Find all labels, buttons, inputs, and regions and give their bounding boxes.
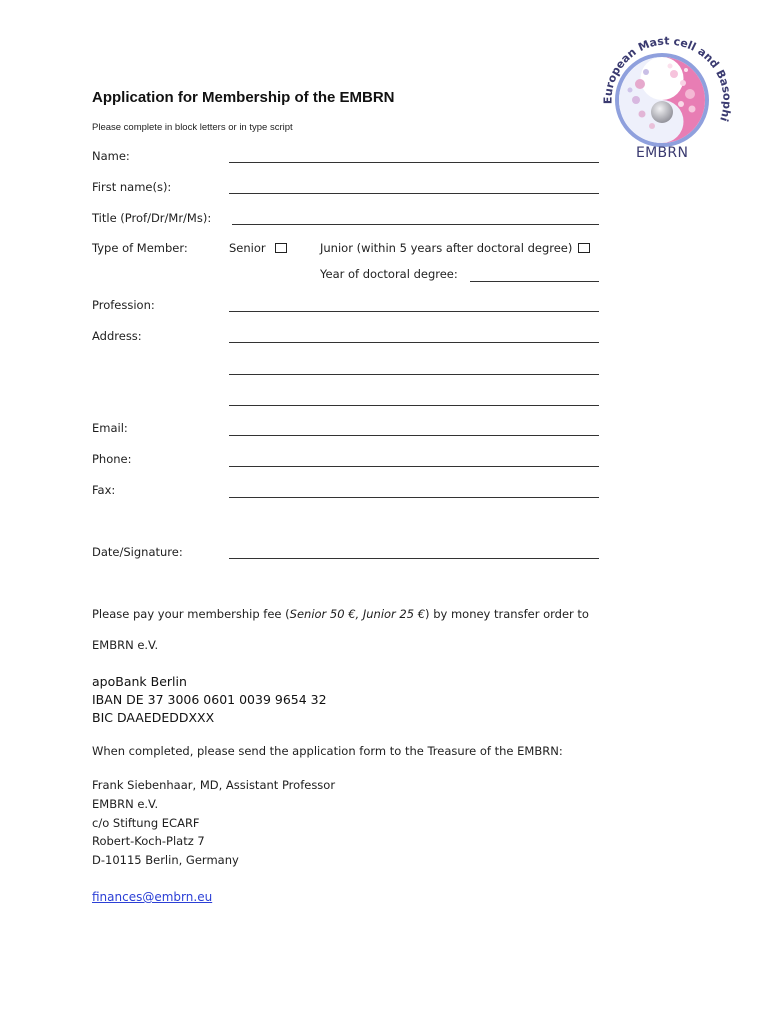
senior-checkbox[interactable]	[275, 243, 287, 253]
date-signature-field[interactable]	[229, 558, 599, 559]
email-label: Email:	[92, 421, 128, 435]
address-line: EMBRN e.V.	[92, 796, 159, 811]
junior-checkbox[interactable]	[578, 243, 590, 253]
email-field[interactable]	[229, 435, 599, 436]
senior-label: Senior	[229, 241, 266, 255]
junior-label: Junior (within 5 years after doctoral degree)	[320, 241, 573, 255]
first-name-label: First name(s):	[92, 180, 172, 194]
send-instruction: When completed, please send the application form to the Treasure of the EMBRN:	[92, 744, 563, 758]
payment-instruction	[92, 607, 589, 621]
page-subtitle: Please complete in block letters or in type script	[92, 122, 293, 133]
bank-details	[92, 673, 327, 727]
member-type-label: Type of Member:	[92, 241, 188, 255]
payment-text-after: ) by money transfer order to	[425, 607, 589, 621]
bank-bic: BIC DAAEDEDDXXX	[92, 710, 215, 725]
title-field[interactable]	[232, 224, 599, 225]
finances-email-link[interactable]: finances@embrn.eu	[92, 890, 213, 904]
name-field[interactable]	[229, 162, 599, 163]
logo-arc-text: European Mast cell and Basophi	[601, 34, 734, 124]
bank-iban: IBAN DE 37 3006 0601 0039 9654 32	[92, 692, 327, 707]
payment-fee-text: Senior 50 €, Junior 25 €	[289, 607, 426, 621]
address-line: D-10115 Berlin, Germany	[92, 853, 239, 868]
address-line: Frank Siebenhaar, MD, Assistant Professor	[92, 778, 336, 792]
name-label: Name:	[92, 149, 130, 163]
phone-label: Phone:	[92, 452, 132, 466]
address-line: c/o Stiftung ECARF	[92, 815, 200, 830]
fax-field[interactable]	[229, 497, 599, 498]
payment-text-before: Please pay your membership fee (	[92, 607, 290, 621]
profession-label: Profession:	[92, 298, 155, 312]
date-signature-label: Date/Signature:	[92, 545, 183, 559]
phone-field[interactable]	[229, 466, 599, 467]
doctoral-year-label: Year of doctoral degree:	[320, 267, 458, 281]
profession-field[interactable]	[229, 311, 599, 312]
title-label: Title (Prof/Dr/Mr/Ms):	[92, 211, 212, 225]
bank-name: apoBank Berlin	[92, 674, 187, 689]
first-name-field[interactable]	[229, 193, 599, 194]
treasurer-address	[92, 776, 335, 870]
address-field-1[interactable]	[229, 342, 599, 343]
address-field-3[interactable]	[229, 405, 599, 406]
payment-recipient: EMBRN e.V.	[92, 638, 159, 652]
doctoral-year-field[interactable]	[470, 281, 599, 282]
page-title: Application for Membership of the EMBRN	[92, 89, 395, 106]
senior-option[interactable]	[229, 241, 287, 255]
junior-option[interactable]	[320, 241, 590, 255]
address-label: Address:	[92, 329, 142, 343]
logo-name: EMBRN	[636, 145, 689, 161]
address-field-2[interactable]	[229, 374, 599, 375]
fax-label: Fax:	[92, 483, 116, 497]
address-line: Robert-Koch-Platz 7	[92, 834, 205, 849]
